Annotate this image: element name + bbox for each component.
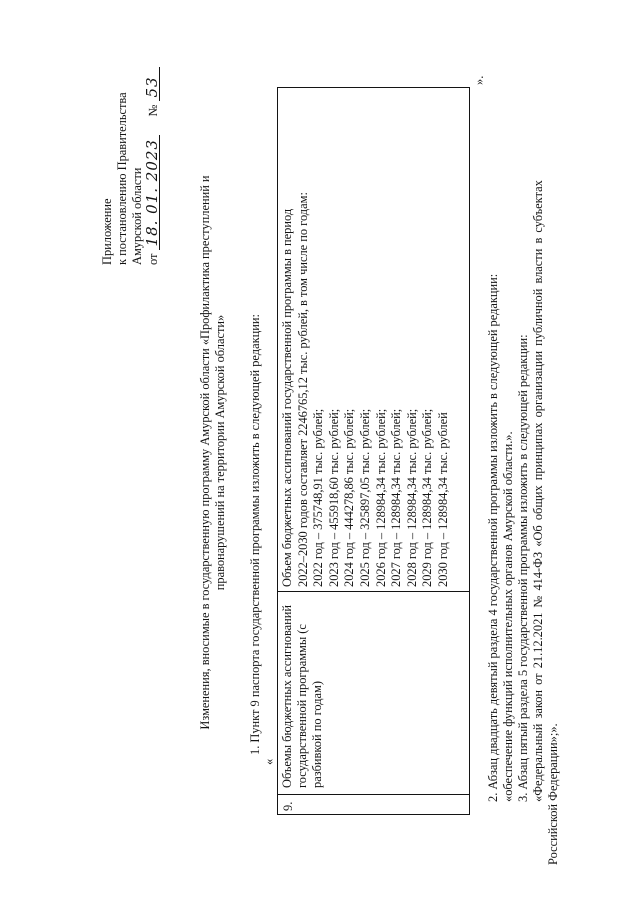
value-line: 2022 год – 375748,91 тыс. рублей;	[311, 408, 326, 587]
value-line: 2029 год – 128984,34 тыс. рублей;	[420, 408, 435, 587]
appendix-date-line	[145, 25, 160, 265]
appendix-title: Приложение	[100, 198, 114, 265]
table-value-cell	[278, 88, 469, 591]
value-line: 2023 год – 455918,60 тыс. рублей;	[326, 408, 341, 587]
handwritten-number: 53	[145, 67, 160, 101]
handwritten-date: 18. 01. 2023	[145, 135, 160, 250]
item-3-line-2-text: «Федеральный закон от 21.12.2021 № 414-ФЗ «Об общих принципах организации публичной власти в субъектах	[531, 180, 545, 802]
appendix-line-3: Амурской области	[130, 167, 144, 265]
number-prefix: №	[146, 104, 160, 117]
value-line: 2024 год – 444278,86 тыс. рублей;	[342, 408, 357, 587]
value-line: Объем бюджетных ассигнований государственной программы в период	[280, 208, 294, 587]
value-line: 2026 год – 128984,34 тыс. рублей;	[373, 408, 388, 587]
item-3-line-1: 3. Абзац пятый раздела 5 государственной программы изложить в следующей редакции:	[516, 334, 530, 802]
value-line: 2027 год – 128984,34 тыс. рублей;	[389, 408, 404, 587]
passport-table	[277, 87, 470, 815]
item-2-line-2: «обеспечение функций исполнительных органов Амурской области.».	[501, 431, 515, 802]
item-3-line-2	[531, 180, 546, 802]
item-2-line-1: 2. Абзац двадцать девятый раздела 4 государственной программы изложить в следующей редакции:	[486, 273, 500, 802]
value-line: 2028 год – 128984,34 тыс. рублей;	[404, 408, 419, 587]
table-label-cell: Объемы бюджетных ассигнований государственной программы (с разбивкой по годам)	[278, 591, 469, 794]
heading-line-2: правонарушений на территории Амурской области»	[213, 314, 227, 591]
heading-line-1: Изменения, вносимые в государственную программу Амурской области «Профилактика преступлений и	[198, 175, 212, 730]
appendix-block	[100, 25, 160, 265]
date-prefix: от	[146, 253, 160, 265]
value-line: 2030 год – 128984,34 тыс. рублей	[435, 412, 450, 587]
item-3-line-3: Российской Федерации»;».	[546, 723, 560, 865]
closing-quote: ».	[472, 75, 486, 85]
opening-quote: «	[262, 758, 276, 765]
table-row-number: 9.	[278, 794, 469, 814]
document-heading	[198, 0, 228, 905]
item-1-text: 1. Пункт 9 паспорта государственной программы изложить в следующей редакции:	[248, 314, 262, 755]
appendix-line-2: к постановлению Правительства	[115, 92, 129, 265]
value-line: 2022–2030 годов составляет 2246765,12 тыс. рублей, в том числе по годам:	[295, 192, 310, 587]
value-line: 2025 год – 325897,05 тыс. рублей;	[357, 408, 372, 587]
